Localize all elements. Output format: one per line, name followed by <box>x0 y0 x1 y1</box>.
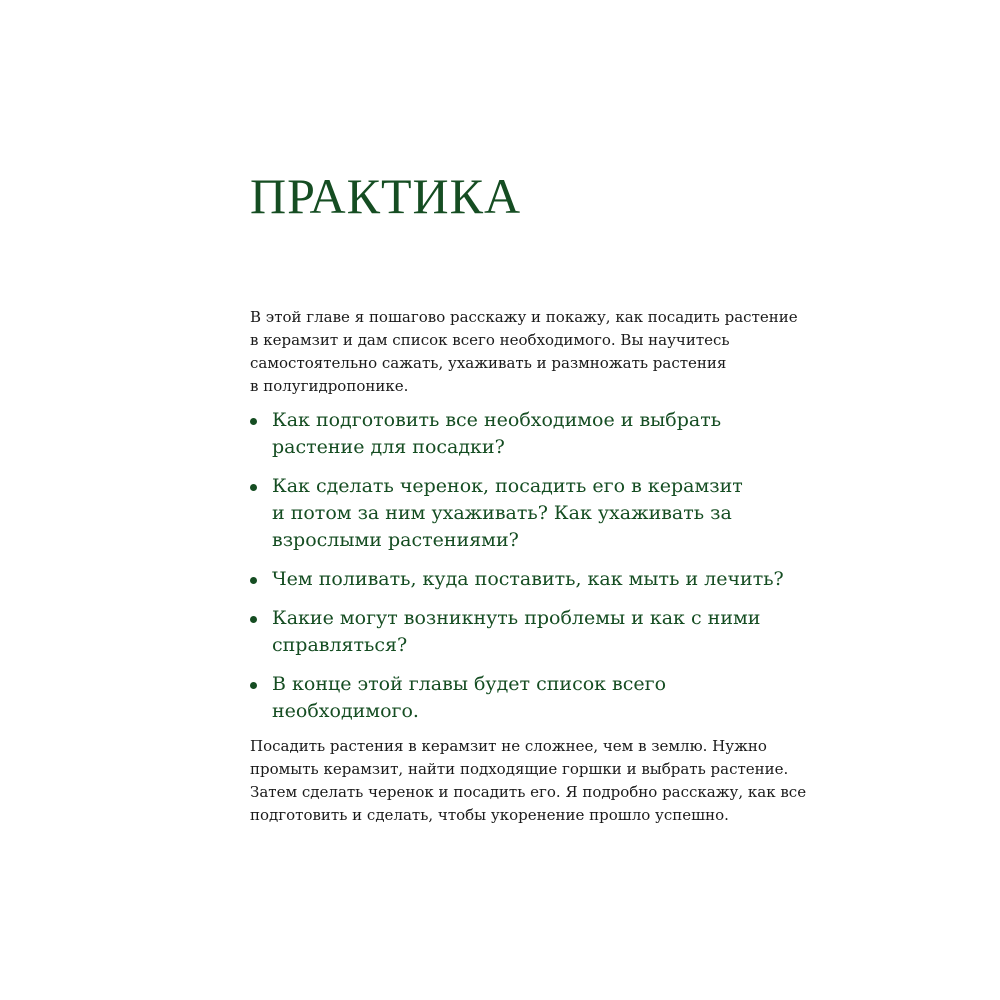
topic-line: необходимого. <box>272 700 419 722</box>
closing-line: Посадить растения в керамзит не сложнее, чем в землю. Нужно <box>250 737 767 755</box>
topic-list-item <box>250 407 810 461</box>
intro-paragraph <box>250 306 810 398</box>
bullet-icon <box>250 616 257 623</box>
closing-line: промыть керамзит, найти подходящие горшки и выбрать растение. <box>250 760 789 778</box>
intro-line: самостоятельно сажать, ухаживать и размножать растения <box>250 354 727 372</box>
topic-list-item <box>250 566 810 593</box>
topic-line: растение для посадки? <box>272 436 505 458</box>
topic-line: взрослыми растениями? <box>272 529 519 551</box>
topic-line: В конце этой главы будет список всего <box>272 673 667 695</box>
bullet-icon <box>250 484 257 491</box>
chapter-title: ПРАКТИКА <box>250 168 522 224</box>
intro-line: в полугидропонике. <box>250 377 409 395</box>
closing-paragraph <box>250 735 810 827</box>
bullet-icon <box>250 577 257 584</box>
topic-list-item <box>250 605 810 659</box>
topic-list-item <box>250 671 810 725</box>
intro-line: В этой главе я пошагово расскажу и покажу, как посадить растение <box>250 308 798 326</box>
intro-line: в керамзит и дам список всего необходимого. Вы научитесь <box>250 331 730 349</box>
bullet-icon <box>250 418 257 425</box>
topic-list <box>250 407 810 725</box>
topic-list-item <box>250 473 810 554</box>
topic-line: Какие могут возникнуть проблемы и как с ними <box>272 607 761 629</box>
topic-line: справляться? <box>272 634 408 656</box>
topic-line: Чем поливать, куда поставить, как мыть и лечить? <box>272 568 784 590</box>
topic-line: Как подготовить все необходимое и выбрать <box>272 409 722 431</box>
closing-line: Затем сделать черенок и посадить его. Я подробно расскажу, как все <box>250 783 807 801</box>
bullet-icon <box>250 682 257 689</box>
closing-line: подготовить и сделать, чтобы укоренение прошло успешно. <box>250 806 729 824</box>
topic-line: и потом за ним ухаживать? Как ухаживать за <box>272 502 732 524</box>
topic-line: Как сделать черенок, посадить его в керамзит <box>272 475 743 497</box>
